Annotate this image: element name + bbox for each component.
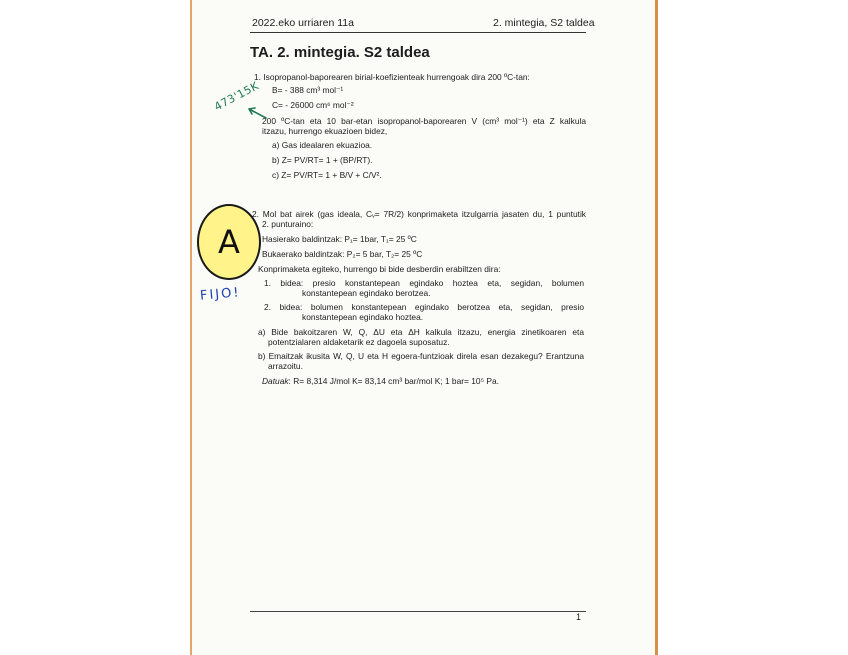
- handwritten-fijo-note: FIJO!: [199, 285, 242, 304]
- q1-statement-line2: itzazu, hurrengo ekuazioen bidez,: [262, 126, 388, 136]
- footer-rule: [250, 611, 586, 612]
- q2-ways-intro: Konprimaketa egiteko, hurrengo bi bide desberdin erabiltzen dira:: [258, 264, 501, 274]
- q2-way1-line2: konstantepean egindako berotzea.: [302, 288, 431, 298]
- handwritten-arrow-icon: [246, 104, 268, 120]
- q2-data-values: : R= 8,314 J/mol K= 83,14 cm³ bar/mol K; 1 bar= 10⁵ Pa.: [288, 376, 499, 386]
- q1-option-c: c) Z= PV/RT= 1 + B/V + C/V².: [272, 170, 382, 180]
- q2-statement-line1: 2. Mol bat airek (gas ideala, Cᵥ= 7R/2) konprimaketa itzulgarria jasaten du, 1 puntutik: [252, 209, 586, 219]
- handwritten-kelvin-note: 473'15K: [212, 79, 262, 114]
- q2-initial-conditions: Hasierako baldintzak: P₁= 1bar, T₁= 25 ºC: [262, 234, 417, 244]
- q1-coef-c: C= - 26000 cm⁶ mol⁻²: [272, 100, 354, 110]
- q1-statement-line1: 200 ºC-tan eta 10 bar-etan isopropanol-baporearen V (cm³ mol⁻¹) eta Z kalkula: [262, 116, 586, 126]
- page-number: 1: [576, 612, 582, 622]
- header-date: 2022.eko urriaren 11a: [252, 17, 354, 29]
- q2-data-label: Datuak: [262, 376, 289, 386]
- q1-intro: 1. Isopropanol-baporearen birial-koefizienteak hurrengoak dira 200 ºC-tan:: [254, 72, 530, 82]
- q2-part-b-line2: arrazoitu.: [268, 361, 303, 371]
- q2-data: [262, 376, 499, 386]
- q2-way2-line2: konstantepean egindako hoztea.: [302, 312, 424, 322]
- q2-part-b-line1: b) Emaitzak ikusita W, Q, U eta H egoera-funtzioak direla esan dezakegu? Erantzuna: [258, 351, 584, 361]
- circle-letter: A: [218, 223, 240, 261]
- q2-part-a-line2: potentzialaren aldaketarik ez dagoela suposatuz.: [268, 337, 450, 347]
- header-rule: [250, 32, 586, 33]
- q1-coef-b: B= - 388 cm³ mol⁻¹: [272, 85, 344, 95]
- q1-option-b: b) Z= PV/RT= 1 + (BP/RT).: [272, 155, 373, 165]
- header-group: 2. mintegia, S2 taldea: [493, 17, 595, 29]
- q2-part-a-line1: a) Bide bakoitzaren W, Q, ΔU eta ΔH kalkula itzazu, energia zinetikoaren eta: [258, 327, 584, 337]
- document-page: [190, 0, 658, 655]
- page-title: TA. 2. mintegia. S2 taldea: [250, 44, 430, 61]
- q2-final-conditions: Bukaerako baldintzak: P₂= 5 bar, T₂= 25 ºC: [262, 249, 423, 259]
- q2-way1-line1: 1. bidea: presio konstantepean egindako hoztea eta, segidan, bolumen: [264, 278, 584, 288]
- q1-option-a: a) Gas idealaren ekuazioa.: [272, 140, 373, 150]
- q2-statement-line2: 2. punturaino:: [262, 219, 314, 229]
- yellow-circle-marker: [197, 204, 261, 280]
- q2-way2-line1: 2. bidea: bolumen konstantepean egindako berotzea eta, segidan, presio: [264, 302, 584, 312]
